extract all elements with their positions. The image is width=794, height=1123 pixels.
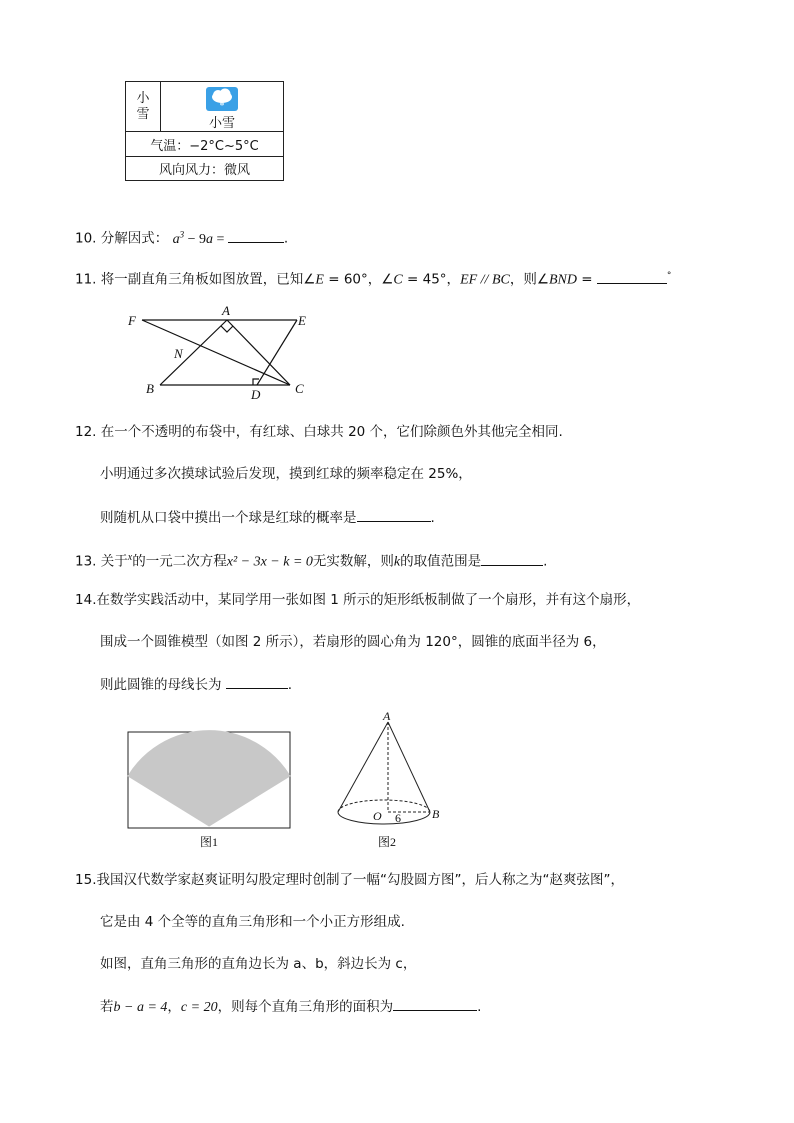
question-number: 15 [75,872,93,888]
label-d: D [251,387,261,402]
question-text: 将一副直角三角板如图放置，已知∠ [100,271,316,288]
segment-ac [227,320,290,385]
cone-slant-left [338,722,388,812]
question-text: 的一元二次方程 [132,553,227,570]
answer-blank[interactable] [357,507,431,522]
answer-blank[interactable] [226,674,288,689]
question-text: 若 [100,999,114,1015]
cone-slant-right [388,722,430,812]
label-e: E [298,313,306,328]
figure-2-caption: 图2 [378,835,397,849]
question-13 [75,548,547,573]
question-text: .我国汉代数学家赵爽证明勾股定理时创制了一幅“勾股圆方图”，后人称之为“赵爽弦图”， [92,872,624,888]
period: . [543,553,548,570]
answer-blank[interactable] [597,269,667,284]
weather-condition: 小雪 [208,115,235,131]
question-number: 14 [75,592,93,608]
cone-label-b: B [432,807,440,821]
segment-ed [257,320,297,385]
question-15 [75,870,624,890]
label-b: B [146,381,154,396]
question-15-line4 [100,996,481,1018]
label-a: A [222,305,230,318]
answer-blank[interactable] [228,228,284,243]
exponent: 3 [179,229,185,239]
cone-label-o: O [373,809,382,823]
math-expression [172,229,228,247]
question-number: 10. [75,230,97,247]
cone-label-radius: 6 [395,811,401,825]
question-text: .在数学实践活动中，某同学用一张如图 1 所示的矩形纸板制做了一个扇形，并有这个扇形， [92,592,641,608]
segment-ef: EF [460,272,478,288]
question-text: 小明通过多次摸球试验后发现，摸到红球的频率稳定在 25%， [100,466,472,482]
question-number: 12. [75,424,97,440]
segment-fc [142,320,290,385]
side-label-2: 雪 [136,106,150,122]
angle-bnd: BND [548,272,577,288]
figure-1-sector [126,730,294,852]
period: . [287,677,293,693]
condition-2: c = 20 [180,1000,218,1015]
question-text: ，则∠ [509,271,549,288]
expr-part: − 9 [184,231,206,247]
weather-side-label [126,82,161,132]
figure-1-caption: 图1 [199,835,219,849]
separator: ， [167,999,181,1015]
snow-cloud-icon [206,87,238,111]
triangle-figure [120,305,320,405]
question-text: 无实数解，则 [312,553,394,570]
period: . [283,230,289,247]
question-text: 如图，直角三角形的直角边长为 a、b，斜边长为 c， [100,956,417,972]
weather-wind: 风向风力：微风 [126,157,284,181]
svg-text:*: * [219,100,225,111]
question-text: 围成一个圆锥模型（如图 2 所示），若扇形的圆心角为 120°，圆锥的底面半径为 6， [100,634,606,650]
period: . [477,999,482,1015]
question-number: 13. [75,553,97,570]
label-f: F [128,313,136,328]
question-text: 分解因式： [100,230,169,247]
equals: = [576,271,597,288]
question-11 [75,266,671,291]
question-text: 它是由 4 个全等的直角三角形和一个小正方形组成. [100,914,405,930]
equation: x² − 3x − k = 0 [226,554,313,570]
label-c: C [295,381,304,396]
weather-temperature: 气温：−2°C~5°C [126,132,284,157]
var-e: E [315,272,324,288]
weather-condition-cell [161,82,284,132]
equals: = [212,231,228,247]
question-text: 则随机从口袋中摸出一个球是红球的概率是 [100,510,357,526]
question-text: 在一个不透明的布袋中，有红球、白球共 20 个，它们除颜色外其他完全相同. [100,424,563,440]
question-14 [75,590,640,610]
var-c: C [393,272,403,288]
right-angle-a [221,326,233,332]
question-14-line3 [100,674,292,695]
question-12 [75,422,563,442]
var-a: a [172,231,180,247]
segment-bc: BC [491,272,510,288]
degree-sign: ° [666,271,672,281]
question-number: 11. [75,271,97,288]
question-text: 则此圆锥的母线长为 [100,677,226,693]
question-text: 的取值范围是 [400,553,482,570]
var-k: k [393,554,401,570]
figure-2-cone [328,708,448,852]
label-n: N [174,346,183,361]
cone-base-front [338,812,430,824]
question-text: = 60°，∠ [323,271,394,288]
weather-card [125,81,284,181]
period: . [430,510,435,526]
var-a: a [205,231,213,247]
answer-blank[interactable] [481,551,543,566]
parallel-sign: // [477,272,492,288]
side-label-1: 小 [136,90,150,106]
question-text: ，则每个直角三角形的面积为 [217,999,394,1015]
question-text: 关于 [100,553,128,570]
answer-blank[interactable] [393,996,477,1011]
condition-1: b − a = 4 [113,1000,168,1015]
cone-base-back [338,800,430,812]
question-text: = 45°， [402,271,461,288]
question-10 [75,224,288,250]
cone-label-a: A [383,709,391,723]
question-12-line3 [100,507,435,528]
var-x: x [127,552,133,563]
